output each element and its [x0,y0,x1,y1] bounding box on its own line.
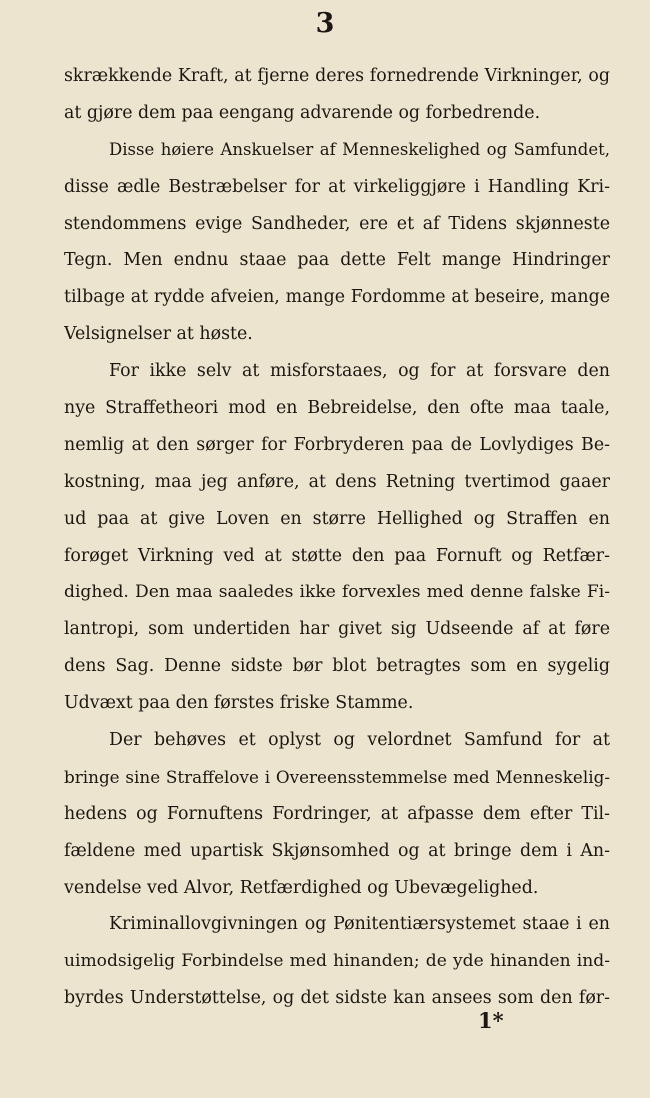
text-line: ud paa at give Loven en større Hellighed og Straffen en [64,508,610,529]
text-line: hedens og Fornuftens Fordringer, at afpasse dem efter Til- [64,803,610,824]
text-line: Udvæxt paa den førstes friske Stamme. [64,693,414,714]
text-line: nemlig at den sørger for Forbryderen paa de Lovlydiges Be- [64,434,610,455]
signature-mark: 1* [478,1008,504,1033]
text-line: nye Straffetheori mod en Bebreidelse, den ofte maa taale, [64,398,610,419]
text-line: bringe sine Straffelove i Overeensstemmelse med Menneskelig- [64,766,610,787]
text-line: Kriminallovgivningen og Pønitentiærsystemet staae i en [109,914,610,935]
text-line: lantropi, som undertiden har givet sig Udseende af at føre [64,619,610,640]
text-line: Tegn. Men endnu staae paa dette Felt mange Hindringer [64,250,610,271]
text-line: stendommens evige Sandheder, ere et af Tidens skjønneste [64,213,610,234]
text-line: uimodsigelig Forbindelse med hinanden; de yde hinanden ind- [64,951,610,972]
text-line: Velsignelser at høste. [64,324,253,345]
text-line: Der behøves et oplyst og velordnet Samfund for at [109,730,610,751]
text-line: forøget Virkning ved at støtte den paa Fornuft og Retfær- [64,545,610,566]
text-line: Disse høiere Anskuelser af Menneskelighed og Samfundet, [109,139,610,159]
text-line: tilbage at rydde afveien, mange Fordomme at beseire, mange [64,287,610,308]
page-number: 3 [315,8,335,39]
text-line: skrækkende Kraft, at fjerne deres fornedrende Virkninger, og [64,66,610,86]
text-line: kostning, maa jeg anføre, at dens Retning tvertimod gaaer [64,471,610,492]
text-line: fældene med upartisk Skjønsomhed og at bringe dem i An- [64,840,610,861]
body-text [64,58,610,1017]
text-line: For ikke selv at misforstaaes, og for at forsvare den [109,361,610,382]
text-line: at gjøre dem paa eengang advarende og forbedrende. [64,102,541,123]
text-line: disse ædle Bestræbelser for at virkeliggjøre i Handling Kri- [64,176,610,197]
text-line: dens Sag. Denne sidste bør blot betragtes som en sygelig [64,656,610,677]
text-line: dighed. Den maa saaledes ikke forvexles med denne falske Fi- [64,582,610,603]
text-line: vendelse ved Alvor, Retfærdighed og Ubevægelighed. [64,877,539,898]
text-line: byrdes Understøttelse, og det sidste kan ansees som den før- [64,988,610,1009]
